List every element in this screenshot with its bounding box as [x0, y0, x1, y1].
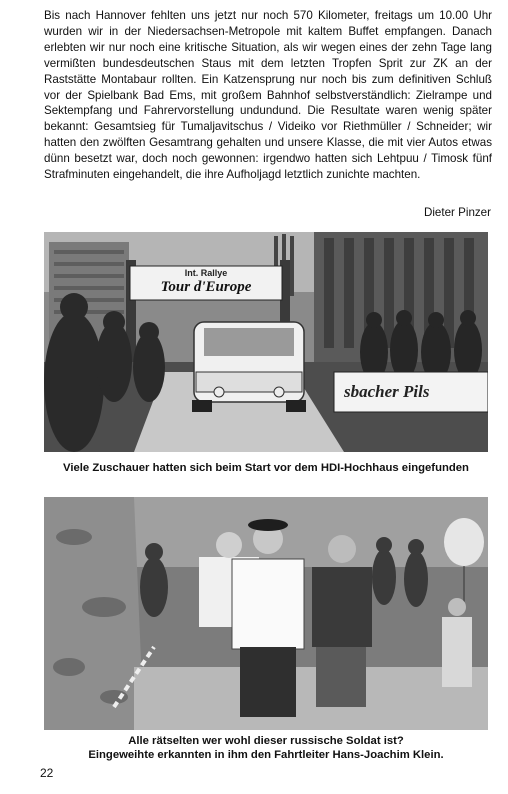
- article-body: Bis nach Hannover fehlten uns jetzt nur noch 570 Kilometer, freitags um 10.00 Uhr wurden wir in der Niedersachsen-Metropole mit kaltem Buffet empfangen. Danach erlebten wir nur noch eine kritische Situation, als wir wegen eines der zehn Tage lang vermißten bundesdeutschen Staus mit dem letzten Tropfen Sprit zur ZK an der Raststätte Montabaur rollten. Ein Katzensprung nur noch bis zum definitiven Schluß vor der Spielbank Bad Ems, mit großem Bahnhof selbstverständlich: Zielrampe und Sektempfang und Fahrervorstellung undundund. Die Resultate waren wenig später bekannt: Gesamtsieg für Tumaljavitschus / Videiko vor Riethmüller / Schneider; wir hatten den zwölften Gesamtrang gehalten und unsere Klasse, die mit vier Autos etwas dünn besetzt war, doch noch gewonnen: irgendwo hatten sich Lehtpuu / Timosk fünf Strafminuten eingehandelt, die ihre Aufholjagd letztlich zunichte machten.: [44, 9, 492, 182]
- photo2-caption: [44, 734, 488, 762]
- start-banner-line2: Tour d'Europe: [160, 279, 252, 295]
- page-number: 22: [40, 766, 54, 780]
- photo1-caption: Viele Zuschauer hatten sich beim Start vor dem HDI-Hochhaus eingefunden: [63, 462, 469, 474]
- photo2-caption-line1: Alle rätselten wer wohl dieser russische Soldat ist?: [128, 735, 404, 747]
- sponsor-sign: sbacher Pils: [344, 382, 430, 401]
- article-author: Dieter Pinzer: [423, 206, 491, 219]
- start-banner-line1: Int. Rallye: [184, 268, 228, 278]
- russian-soldier-photo: [44, 497, 488, 730]
- rally-start-photo: [44, 232, 488, 452]
- photo2-caption-line2: Eingeweihte erkannten in ihm den Fahrtleiter Hans-Joachim Klein.: [88, 749, 444, 761]
